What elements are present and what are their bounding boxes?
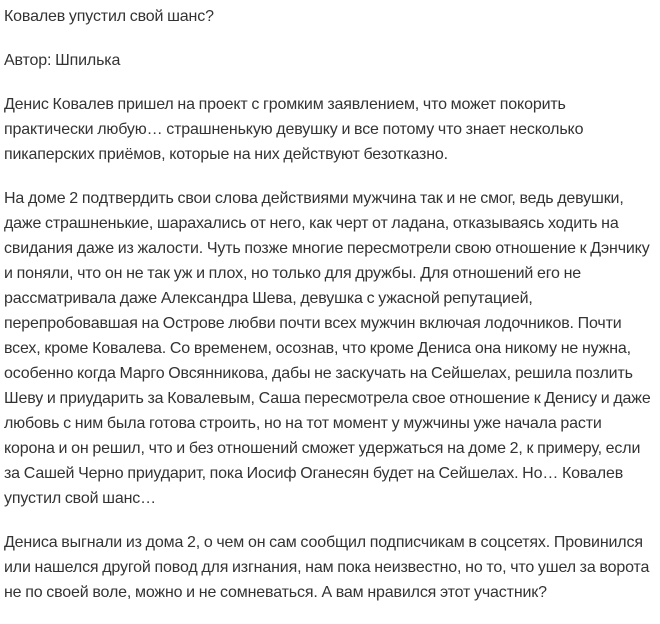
article-author: Автор: Шпилька [4, 52, 121, 69]
article-paragraph-3: Дениса выгнали из дома 2, о чем он сам сообщил подписчикам в соцсетях. Провинился или нашелся другой повод для изгнания, нам пока неизвестно, но то, что ушел за ворота не по своей воле, можно и не сомневаться. А вам нравился этот участник? [4, 534, 650, 601]
article-paragraph-1: Денис Ковалев пришел на проект с громким заявлением, что может покорить практически любую… страшненькую девушку и все потому что знает несколько пикаперских приёмов, которые на них действуют безотказно. [4, 96, 584, 163]
article-paragraph-2: На доме 2 подтвердить свои слова действиями мужчина так и не смог, ведь девушки, даже страшненькие, шарахались от него, как черт от ладана, отказываясь ходить на свидания даже из жалости. Чуть позже многие пересмотрели свою отношение к Дэнчику и поняли, что он не так уж и плох, но только для дружбы. Для отношений его не рассматривала даже Александра Шева, девушка с ужасной репутацией, перепробовавшая на Острове любви почти всех мужчин включая лодочников. Почти всех, кроме Ковалева. Со временем, осознав, что кроме Дениса она никому не нужна, особенно когда Марго Овсянникова, дабы не заскучать на Сейшелах, решила позлить Шеву и приударить за Ковалевым, Саша пересмотрела свое отношение к Денису и даже любовь с ним была готова строить, но на тот момент у мужчины уже начала расти корона и он решил, что и без отношений сможет удержаться на доме 2, к примеру, если за Сашей Черно приударит, пока Иосиф Оганесян будет на Сейшелах. Но… Ковалев упустил свой шанс… [4, 190, 651, 507]
article-title: Ковалев упустил свой шанс? [4, 8, 214, 25]
